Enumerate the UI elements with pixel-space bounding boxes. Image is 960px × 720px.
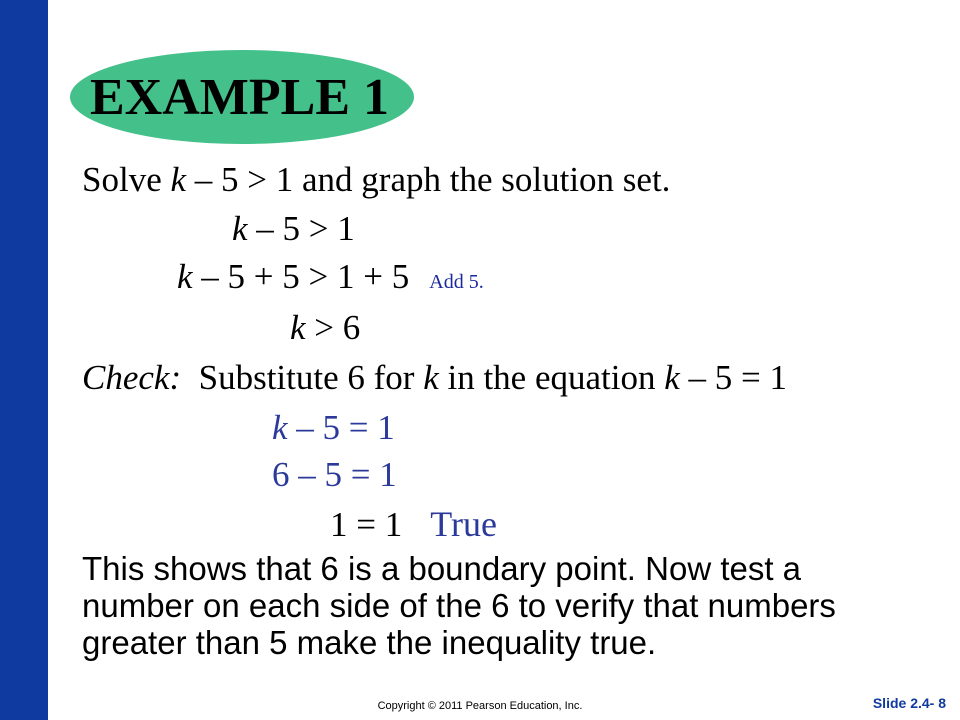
conclusion-paragraph: This shows that 6 is a boundary point. Now test a number on each side of the 6 to verify that numbers greater than 5 make the inequality true. <box>82 550 836 661</box>
check-statement: Check: Substitute 6 for k in the equation k – 5 = 1 <box>82 358 788 397</box>
slide-number: Slide 2.4- 8 <box>872 695 946 711</box>
problem-statement: Solve k – 5 > 1 and graph the solution set. <box>82 160 671 199</box>
copyright-footer: Copyright © 2011 Pearson Education, Inc. <box>377 700 583 712</box>
step-3: k > 6 <box>290 308 361 347</box>
step-2: k – 5 + 5 > 1 + 5 Add 5. <box>177 257 484 296</box>
check-step-2: 6 – 5 = 1 <box>272 455 397 494</box>
true-verdict: True <box>430 504 497 544</box>
left-sidebar-bar <box>0 0 48 720</box>
check-step-1: k – 5 = 1 <box>272 408 395 447</box>
slide-title: EXAMPLE 1 <box>90 69 389 126</box>
step-note: Add 5. <box>429 271 484 293</box>
step-1: k – 5 > 1 <box>232 209 355 248</box>
check-step-3: 1 = 1 True <box>330 504 497 544</box>
